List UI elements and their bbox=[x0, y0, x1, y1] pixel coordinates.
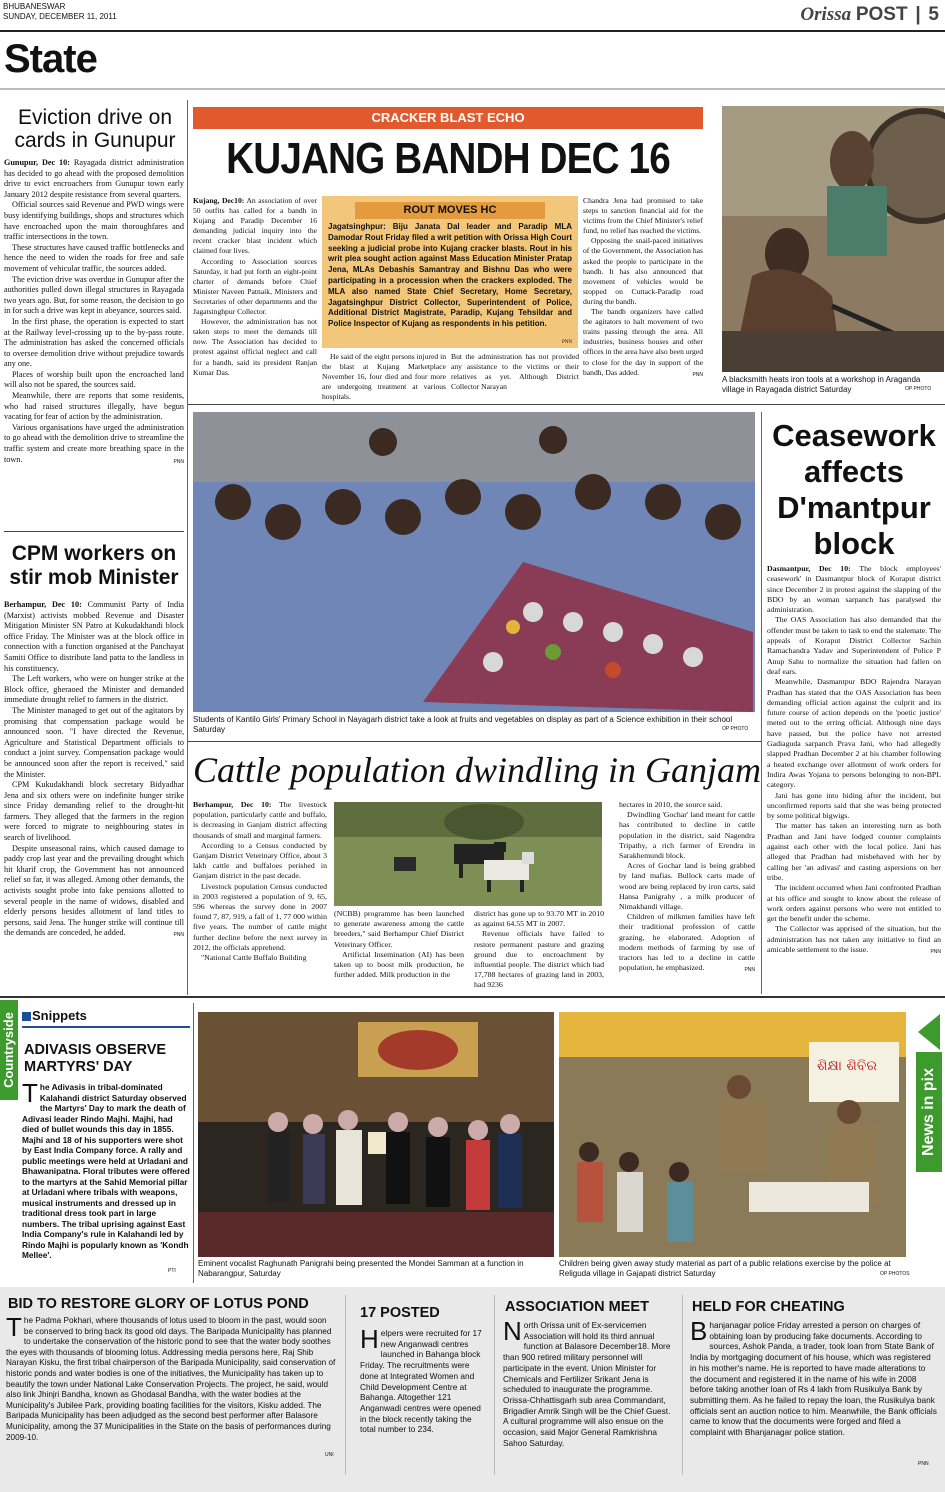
eviction-para: The eviction drive was overdue in Gunupur after the authorities pulled down illegal structures in Rayagada two years ago. But, for some reason, the decision to go in for such a drive was kept in abeyance, sources said. bbox=[4, 274, 184, 316]
posted-story bbox=[360, 1324, 488, 1468]
page-number: 5 bbox=[928, 4, 939, 25]
cattle-col1 bbox=[193, 800, 327, 990]
cattle-col3 bbox=[474, 909, 604, 991]
association-dropcap: N bbox=[503, 1316, 522, 1346]
cpm-para: Communist Party of India (Marxist) activists mobbed Revenue and Disaster Mitigation Minister SN Patro at Kukudakhandi block office Friday. The Minister was at the block office in connection with a function organised at the Panchayat Samiti Office to distribute land patta to the landless in his constituency. bbox=[4, 600, 185, 673]
police-caption: Children being given away study material as part of a public relations exercise by the police at Religuda village in Gajapati district Saturday bbox=[559, 1259, 891, 1278]
cattle-photo bbox=[334, 802, 602, 906]
cheating-tag: PNN bbox=[918, 1461, 929, 1467]
cattle-para: district has gone up to 93.70 MT in 2010 as against 64.55 MT in 2007. bbox=[474, 909, 604, 929]
rout-box bbox=[322, 196, 578, 348]
cattle-para: The livestock population, particularly cattle and buffalo, is decreasing in Ganjam district affecting thousands of small and marginal farmers. bbox=[193, 800, 327, 840]
cpm-para: Despite unseasonal rains, which caused damage to paddy crop last year and the prevailing drought which hit kharif crop, the Government has not announced relief so far, it was alleged. Among other demands, the activists sought probe into fake pensions allotted to several people in the name of widows, disabled and elderly persons besides allotment of land titles to persons, said Jena. The hunger strike will continue till the demands are conceded, he added. bbox=[4, 843, 184, 938]
adivasis-tag: PTI bbox=[168, 1268, 176, 1274]
news-in-pix-credit: OP PHOTOS bbox=[880, 1271, 910, 1277]
eviction-para: Places of worship built upon the encroached land will also not be spared, the sources said. bbox=[4, 369, 184, 390]
adivasis-text: he Adivasis in tribal-dominated Kalahandi district Saturday observed the Martyrs' Day to mark the death of Adivasi leader Rindo Majhi. Majhi, had died of bullet wounds this day in 1855. Majhi and 18 of his supporters were shot by East India Company force. A rally and public meetings were held at Urladani and Bhawanipatna. Floral tributes were offered to the martyrs at the Sahid Memorial pillar at Urladani where tribals with weapons, musical instruments and dressed up in traditional dress took part in large numbers. The tribal uprising against East India Company's rule in Kalahandi led by Rindo Majhi is popularly known as 'Kondh Mellee'. bbox=[22, 1082, 190, 1260]
eviction-headline: Eviction drive on cards in Gunupur bbox=[14, 106, 176, 152]
cattle-col2 bbox=[334, 909, 464, 991]
kujang-headline: KUJANG BANDH DEC 16 bbox=[226, 134, 670, 183]
vocalist-photo bbox=[198, 1012, 554, 1257]
police-photo bbox=[559, 1012, 906, 1257]
eviction-dateline: Gunupur, Dec 10: bbox=[4, 158, 70, 167]
kujang-para: The bandh organizers have called the agitators to halt movement of two trains passing through the area. All industries, business houses and other offices in the area have also been urged to close for the day in support of the bandh, Das added. bbox=[583, 307, 703, 377]
ceasework-story bbox=[767, 564, 941, 984]
posted-headline: 17 POSTED bbox=[360, 1305, 440, 1321]
cattle-tag: PNN bbox=[744, 967, 755, 974]
cpm-story bbox=[4, 600, 184, 990]
posted-dropcap: H bbox=[360, 1324, 379, 1354]
ceasework-headline: Ceasework affects D'mantpur block bbox=[772, 418, 936, 561]
ceasework-para: Jani has gone into hiding after the incident, but unconfirmed reports said that she was being protected by some political bigwigs. bbox=[767, 790, 941, 821]
cattle-dateline: Berhampur, Dec 10: bbox=[193, 800, 272, 809]
masthead-date: SUNDAY, DECEMBER 11, 2011 bbox=[3, 12, 117, 21]
blacksmith-caption: A blacksmith heats iron tools at a workshop in Araganda village in Rayagada district Saturday bbox=[722, 375, 921, 394]
kujang-para: Chandra Jena had promised to take steps to sanction financial aid for the victims from the Chief Minister's relief fund, no relief has reached the victims. bbox=[583, 196, 703, 236]
kujang-para: However, the administration has not taken steps to meet the demands till now. The Association has decided to protest against official neglect and call for a bandh, said its president Ranjan Kumar Das. bbox=[193, 317, 317, 377]
cattle-para: Dwindling 'Gochar' land meant for cattle has contributed to decline in cattle population in the district, said Nagendra Tripathy, a rich farmer of Erendra in Sarakhemundi block. bbox=[619, 810, 755, 861]
blacksmith-credit: OP PHOTO bbox=[905, 386, 932, 392]
adivasis-headline: ADIVASIS OBSERVE MARTYRS' DAY bbox=[24, 1042, 167, 1075]
rout-body: Biju Janata Dal leader and Paradip MLA Damodar Rout Friday filed a writ petition with Orissa High Court seeking a judicial probe into Kujang cracker blasts. Rout in his writ plea sought action against Mass Education Minister Pratap Jena, MLAs Debashis Samantray and Bishnu Das who were participating in a procession when the crackers exploded. The MLA also named State Chief Secretary, Home Secretary, Jagatsinghpur District Collector, Superintendent of Police, Additional District Magistrate, Paradip, Kujang Tehsildar and Police Inspector of Kujang as respondents in his petition. bbox=[328, 222, 572, 329]
kujang-para: He said of the eight persons injured in the blast at Kujang Marketplace November 16, four died and four more are undergoing treatment at various hospitals. bbox=[322, 352, 446, 402]
cattle-para: Acres of Gochar land is being grabbed by land mafias. Bullock carts made of wood are being replaced by iron carts, said Hansa Panigrahy , a milk producer of Nimakhandi village. bbox=[619, 861, 755, 912]
eviction-para: These structures have caused traffic bottlenecks and hence the need to widen the roads for free and safe movement of vehicular traffic, the sources added. bbox=[4, 242, 184, 273]
kujang-col3 bbox=[451, 352, 579, 397]
cpm-tag: PNN bbox=[173, 932, 184, 939]
ceasework-dateline: Dasmantpur, Dec 10: bbox=[767, 564, 851, 573]
lotus-text: he Padma Pokhari, where thousands of lotus used to bloom in the past, would soon be conserved to bring back its good old days. The Baripada Municipality has planned to undertake the conservation of the historic pond to see that the water body soothes the eyes with thousands of blooming lotus. Addressing media persons here, Raj Shib Narayan Kisku, the first tribal chairperson of the Baripada Municipality, said conservation of historic ponds and water bodies is one of the initiatives, the Municipality has taken up to beautify the town under National Lake Conservation Projects. The project, he said, would also link Jhinjri Bandha, known as Ghodasal Bandha, with the water bodies at the Municipality's Jubilee Park, providing boating facilities for the visitors, Kisku added. The Baripada Municipality has been adjudged as the second best performer after Balasore Municipality, among the 37 Municipalities in the State on the basis of performances during 2009-10. bbox=[6, 1316, 336, 1442]
cattle-headline: Cattle population dwindling in Ganjam bbox=[193, 750, 762, 790]
cpm-para: CPM Kukudakhandi block secretary Bidyadhar Jena and six others were on indefinite hunger strike since Friday demanding relief to the drought-hit farmers. They alleged that the farmers in the region were forced to migrate to neighbouring states in search of livelihood. bbox=[4, 780, 184, 843]
eviction-para: Meanwhile, there are reports that some residents, who had raised structures illegally, have begun vacating for fear of action by the administration. bbox=[4, 391, 184, 422]
cheating-text: hanjanagar police Friday arrested a person on charges of obtaining loan by producing fake documents. According to sources, Ashok Panda, a trader, took loan from State Bank of India by mortgaging document of his house, which was registered in his mother's name. He is reported to have made alterations to the document and registered it in the name of his wife in 2008 before taking another loan of Rs 4 lakh from Rusikulya Bank by submitting them. As he failed to repay the loan, the Rusikulya bank officials sent an auction notice to him. Meanwhile, the Bank officials came to know that the documents were forged and filed a complaint with Bhanjanagar police station. bbox=[690, 1320, 937, 1438]
ceasework-para: The matter has taken an interesting turn as both Pradhan and Jani have lodged counter complaints against each other with the local police. Jani has alleged that Pradhan had misbehaved with her by calling her 'an adivasi' and casting aspersions on her tribe. bbox=[767, 821, 941, 882]
ceasework-tag: PNN bbox=[930, 948, 941, 955]
blacksmith-photo bbox=[722, 106, 944, 372]
adivasis-story bbox=[22, 1078, 192, 1270]
eviction-para: Rayagada district administration has decided to go ahead with the proposed demolition drive to evict encroachers from Gunupur town early January 2012 despite resistance from several quarters. bbox=[4, 158, 184, 199]
cattle-para: Livestock population Census conducted in 2003 registered a population of 9, 65, 596 whereas the survey done in 2007 found 7, 87, 919, a fall of 1, 77 000 within five years. The number of cattle might further decline before the next survey in 2012, the officials apprehend. bbox=[193, 881, 327, 952]
masthead-logo: Orissa POST | 5 bbox=[800, 4, 939, 25]
cattle-para: Children of milkmen families have left their traditional profession of cattle grazing, he elaborated. Adoption of modern methods of farming by use of tractors has led to a decline in cattle population, he emphasized. bbox=[619, 912, 755, 973]
cpm-dateline: Berhampur, Dec 10: bbox=[4, 600, 82, 609]
kujang-para: But the administration has not provided any assistance to the victims or their relatives as yet. Although District Collector Narayan bbox=[451, 352, 579, 392]
ceasework-para: The incident occurred when Jani confronted Pradhan at his office and sought to know about the release of work orders against persons who were not entitled to get the benefit under the scheme. bbox=[767, 883, 941, 924]
eviction-story bbox=[4, 158, 184, 526]
rout-box-text bbox=[328, 222, 572, 340]
kujang-kicker: CRACKER BLAST ECHO bbox=[193, 107, 703, 129]
cattle-para: "National Cattle Buffalo Building bbox=[201, 953, 307, 963]
news-in-pix-label: News in pix bbox=[920, 1067, 937, 1157]
logo-bold: POST bbox=[855, 4, 908, 25]
section-title: State bbox=[4, 37, 97, 81]
rout-dateline: Jagatsinghpur: bbox=[328, 222, 386, 231]
snippets-label: Snippets bbox=[32, 1008, 87, 1023]
science-caption: Students of Kantilo Girls' Primary School in Nayagarh district take a look at fruits and vegetables on display as part of a Science exhibition in their school Saturday bbox=[193, 715, 733, 734]
cattle-para: (NCBB) programme has been launched to generate awareness among the cattle breeders," said Berhampur Chief District Veterinary Officer. bbox=[334, 909, 464, 949]
vocalist-caption: Eminent vocalist Raghunath Panigrahi being presented the Mondei Samman at a function in Nabarangpur, Saturday bbox=[198, 1259, 524, 1278]
police-sign-text: ଶିକ୍ଷା ଶିବିର bbox=[817, 1058, 877, 1074]
logo-italic: Orissa bbox=[800, 4, 852, 25]
cattle-para: hectares in 2010, the source said. bbox=[619, 800, 723, 809]
kujang-col2 bbox=[322, 352, 446, 402]
kujang-para: Opposing the snail-paced initiatives of the Government, the Association has asked the people to participate in the bandh. It has also announced that movement of vehicles would be stopped on Cuttack-Paradip road during the bandh. bbox=[583, 236, 703, 306]
ceasework-para: The OAS Association has also demanded that the offender must be taken to task to end the stalemate. The appeals of Koraput District Collector Sachin Ramachandra Yadav and Superintendent of Police P Anup Sahu to normalize the situation had fallen on deaf ears. bbox=[767, 615, 942, 676]
association-text: orth Orissa unit of Ex-servicemen Association will hold its third annual function at Balasore December18. More than 900 retired military personnel will participate in the event. Union Minister for Chemicals and Fertilizer Srikant Jena is scheduled to inaugurate the programme. Orissa-Chhattisgarh sub area Commandant, Brigadier Amrik Singh will be the Chief Guest. A cultural programme will also ensue on the occasion, said Major General Ramkrishna Sahoo Saturday. bbox=[503, 1320, 671, 1448]
rout-tag: PNN bbox=[561, 340, 572, 345]
science-photo bbox=[193, 412, 755, 712]
ceasework-para: Meanwhile, Dasmantpur BDO Rajendra Narayan Pradhan has stated that the OAS Association has been demanding official action against the culprit and its future course of action depends on the 'poetic justice' meted out to the erring official. Although nine days have passed, but the police have not arrested Gadiaguda sarpanch Prava Jani, who had allegedly slapped Pradhan December 2 at his chamber following a heated exchange over allotment of work orders for Indira Awas Yojana to persons belonging to non-BPL category. bbox=[767, 677, 941, 790]
cattle-col4 bbox=[619, 800, 755, 990]
ceasework-para: The block employees' ceasework' in Dasmantpur block of Koraput district since December 2 in protest against the slapping of the BDO by an woman sarpanch has paralysed the administration. bbox=[767, 564, 941, 615]
rout-box-title: ROUT MOVES HC bbox=[355, 202, 545, 219]
ceasework-para: The Collector was apprised of the situation, but the administration has not taken any initiative to find an amicable settlement to the issue. bbox=[767, 924, 941, 954]
masthead-city: BHUBANESWAR bbox=[3, 2, 66, 11]
association-headline: ASSOCIATION MEET bbox=[505, 1299, 649, 1315]
cheating-dropcap: B bbox=[690, 1316, 708, 1346]
cattle-para: According to a Census conducted by Ganjam District Veterinary Office, about 3 lakh cattle and buffaloes perished in Ganjam district in the past decade. bbox=[193, 840, 327, 881]
eviction-para: In the first phase, the operation is expected to start at the Railway level-crossing up to the by-pass route. The administration has asked the concerned officials to oversee demolition drive without prejudice towards any one. bbox=[4, 316, 184, 369]
cpm-headline: CPM workers on stir mob Minister bbox=[9, 542, 179, 589]
countryside-label: Countryside bbox=[1, 1012, 16, 1088]
posted-text: elpers were recruited for 17 new Anganwadi centres launched in Bahanga block Friday. The recruitments were done at Integrated Women and Child Development Centre at Bahanga. Altogether 121 Anganwadi centres were opened in the block recently taking the total number to 234. bbox=[360, 1328, 482, 1435]
kujang-tag: PNN bbox=[692, 371, 703, 378]
lotus-headline: BID TO RESTORE GLORY OF LOTUS POND bbox=[8, 1296, 309, 1312]
kujang-col1 bbox=[193, 196, 317, 377]
kujang-para: According to Association sources Saturday, it had put forth an eight-point charter of demands before Chief Minister Naveen Patnaik, Ministers and Secretaries of other departments and the Jagatsinghpur Collector. bbox=[193, 256, 317, 317]
kujang-col4 bbox=[583, 196, 703, 396]
science-credit: OP PHOTO bbox=[722, 726, 749, 732]
cpm-para: The Left workers, who were on hunger strike at the Block office, gheraoed the Minister and demanded immediate drought relief to farmers in the district. bbox=[4, 674, 184, 705]
cattle-para: Artificial Insemination (AI) has been taken up to boost milk production, he further added. Milk production in the bbox=[334, 949, 464, 980]
lotus-dropcap: T bbox=[6, 1312, 22, 1342]
eviction-para: Official sources said Revenue and PWD wings were busy identifying buildings, shops and structures which have encroached upon the main thoroughfares and traffic intersections in the town. bbox=[4, 200, 184, 242]
eviction-tag: PNN bbox=[173, 458, 184, 465]
kujang-para: An association of over 50 outfits has called for a bandh in Kujang and Paradip December 16 demanding judicial inquiry into the recent cracker blast incident which claimed four lives. bbox=[193, 196, 317, 256]
lotus-story bbox=[6, 1312, 336, 1464]
eviction-para: Various organisations have urged the administration to go ahead with the demolition drive to streamline the traffic system and create more breathing space in the town. bbox=[4, 422, 184, 464]
green-arrow-icon bbox=[916, 1012, 942, 1052]
news-in-pix-bar bbox=[913, 1012, 943, 1202]
cpm-para: The Minister managed to get out of the agitators by promising that compensation package would be announced soon. "I have directed the Revenue, Agriculture and Statistical Department officials to conduct a joint survey. Compensation package would be announced soon after the report is received," said the Minister. bbox=[4, 705, 184, 779]
cheating-headline: HELD FOR CHEATING bbox=[692, 1299, 845, 1315]
adivasis-dropcap: T bbox=[22, 1078, 38, 1108]
cattle-para: Revenue officials have failed to restore permanent pasture and grazing ground due to encroachment by influential people. The district which had 17,788 hectares of grazing land in 2003, had 9236 bbox=[474, 929, 604, 990]
cheating-story bbox=[690, 1316, 938, 1470]
lotus-tag: UNI bbox=[325, 1452, 334, 1458]
snippets-square-icon bbox=[22, 1012, 31, 1021]
countryside-bar bbox=[0, 1000, 18, 1100]
kujang-dateline: Kujang, Dec10: bbox=[193, 196, 245, 205]
association-story bbox=[503, 1316, 675, 1468]
